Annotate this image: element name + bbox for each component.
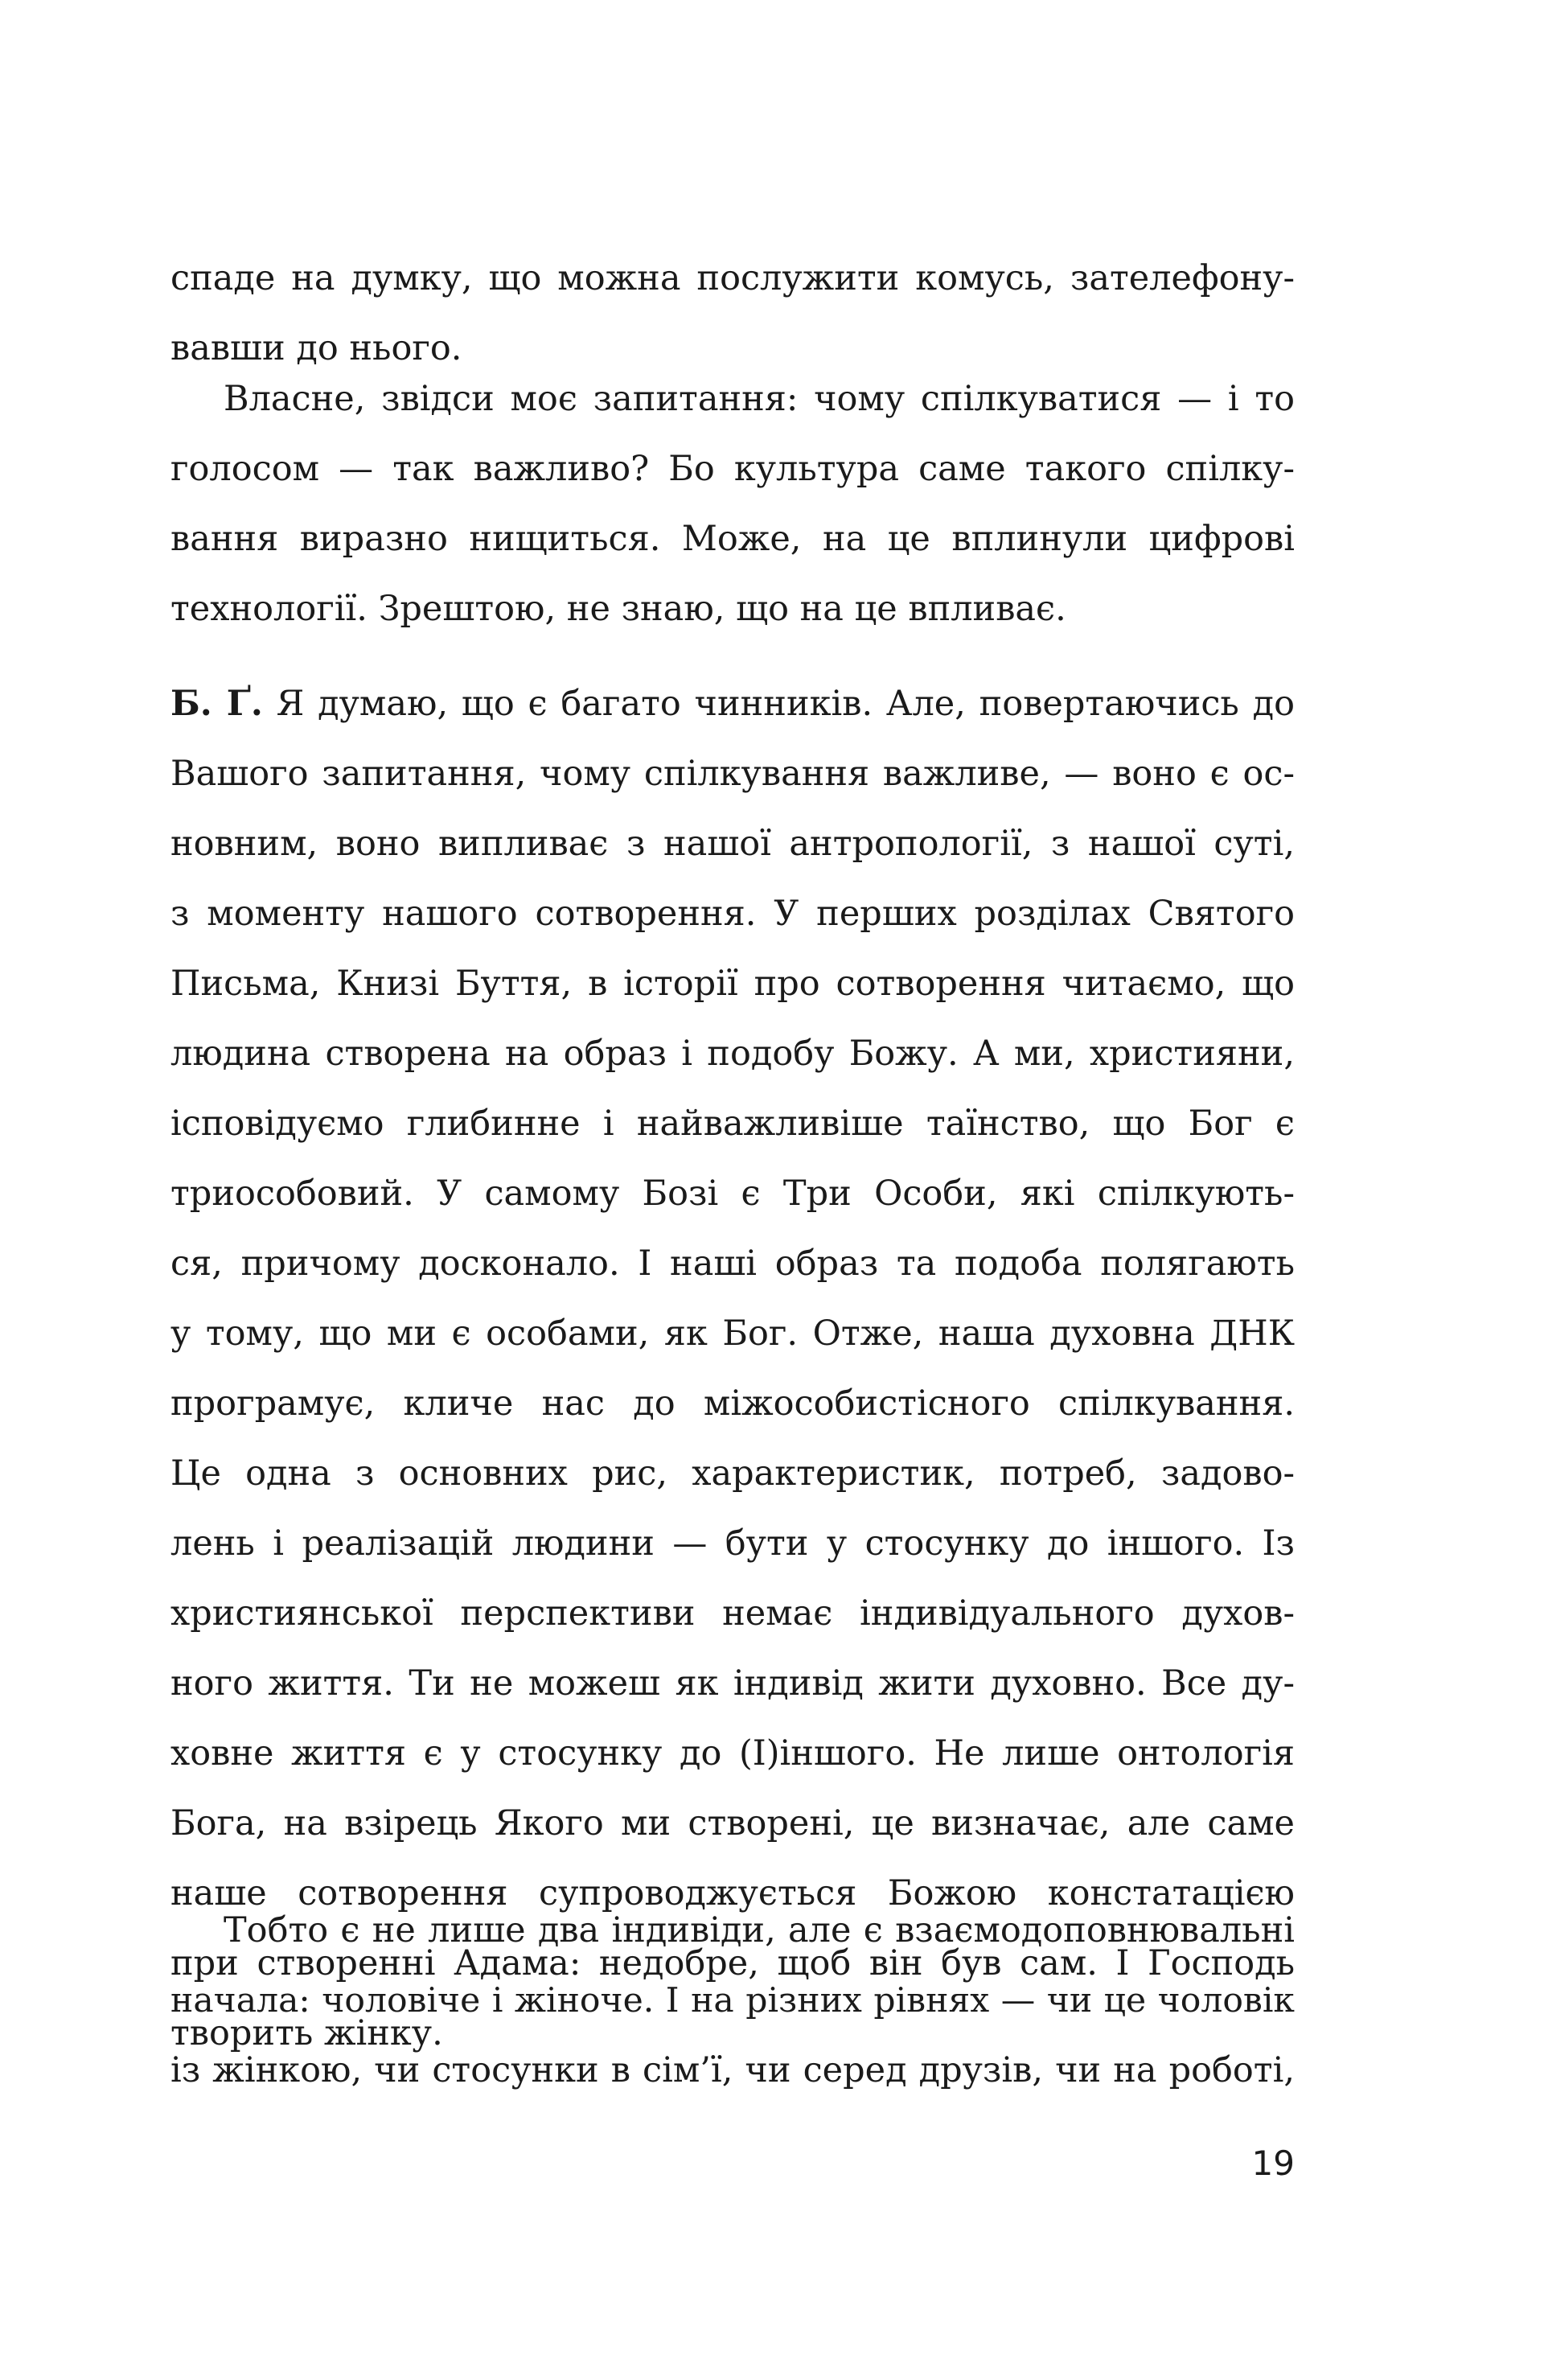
speaker-initials: Б. Ґ. [170,684,263,724]
paragraph-continued-answer [170,1896,1295,2106]
paragraph-question [170,364,1295,644]
text-line: ного життя. Ти не можеш як індивід жити духовно. Все ду- [170,1663,1295,1704]
text-line: християнської перспективи немає індивідуального духов- [170,1593,1295,1634]
text-line: спаде на думку, що можна послужити комусь, зателефону- [170,258,1295,298]
page-number: 19 [1251,2144,1295,2183]
text-line: у тому, що ми є особами, як Бог. Отже, наша духовна ДНК [170,1313,1295,1354]
text-line: Власне, звідси моє запитання: чому спілкуватися — і то [224,379,1295,419]
text-line: наше сотворення супроводжується Божою констатацією [170,1873,1295,1913]
answer-first-line: Я думаю, що є багато чинників. Але, повертаючись до [262,684,1295,724]
text-line: з моменту нашого сотворення. У перших розділах Святого [170,894,1295,934]
text-line: ховне життя є у стосунку до (І)іншого. Не лише онтологія [170,1733,1295,1774]
text-line: творить жінку. [170,2013,443,2053]
text-line: програмує, кличе нас до міжособистісного спілкування. [170,1383,1295,1424]
text-line: людина створена на образ і подобу Божу. А ми, християни, [170,1034,1295,1074]
text-line: Це одна з основних рис, характеристик, потреб, задово- [170,1453,1295,1494]
text-line-speaker [170,669,1295,739]
text-line: із жінкою, чи стосунки в сім’ї, чи серед друзів, чи на роботі, [170,2050,1295,2090]
text-line: вання виразно нищиться. Може, на це вплинули цифрові [170,519,1295,559]
text-line: ісповідуємо глибинне і найважливіше таїнство, що Бог є [170,1104,1295,1144]
text-line: Вашого запитання, чому спілкування важливе, — воно є ос- [170,754,1295,794]
text-line: Тобто є не лише два індивіди, але є взаємодоповнювальні [224,1910,1295,1950]
text-line: лень і реалізацій людини — бути у стосунку до іншого. Із [170,1523,1295,1564]
text-line: голосом — так важливо? Бо культура саме такого спілку- [170,449,1295,489]
text-line: новним, воно випливає з нашої антропології, з нашої суті, [170,824,1295,864]
text-line: вавши до нього. [170,328,462,368]
paragraph-continuation [170,244,1295,384]
text-line: триособовий. У самому Бозі є Три Особи, які спілкують- [170,1174,1295,1214]
text-line: ся, причому досконало. І наші образ та подоба полягають [170,1243,1295,1284]
text-line: Бога, на взірець Якого ми створені, це визначає, але саме [170,1803,1295,1844]
text-line: при створенні Адама: недобре, щоб він був сам. І Господь [170,1943,1295,1983]
text-line: технології. Зрештою, не знаю, що на це впливає. [170,589,1066,629]
text-line: Письма, Книзі Буття, в історії про сотворення читаємо, що [170,964,1295,1004]
text-line: начала: чоловіче і жіноче. І на різних рівнях — чи це чоловік [170,1981,1295,2020]
paragraph-answer [170,669,1295,2069]
